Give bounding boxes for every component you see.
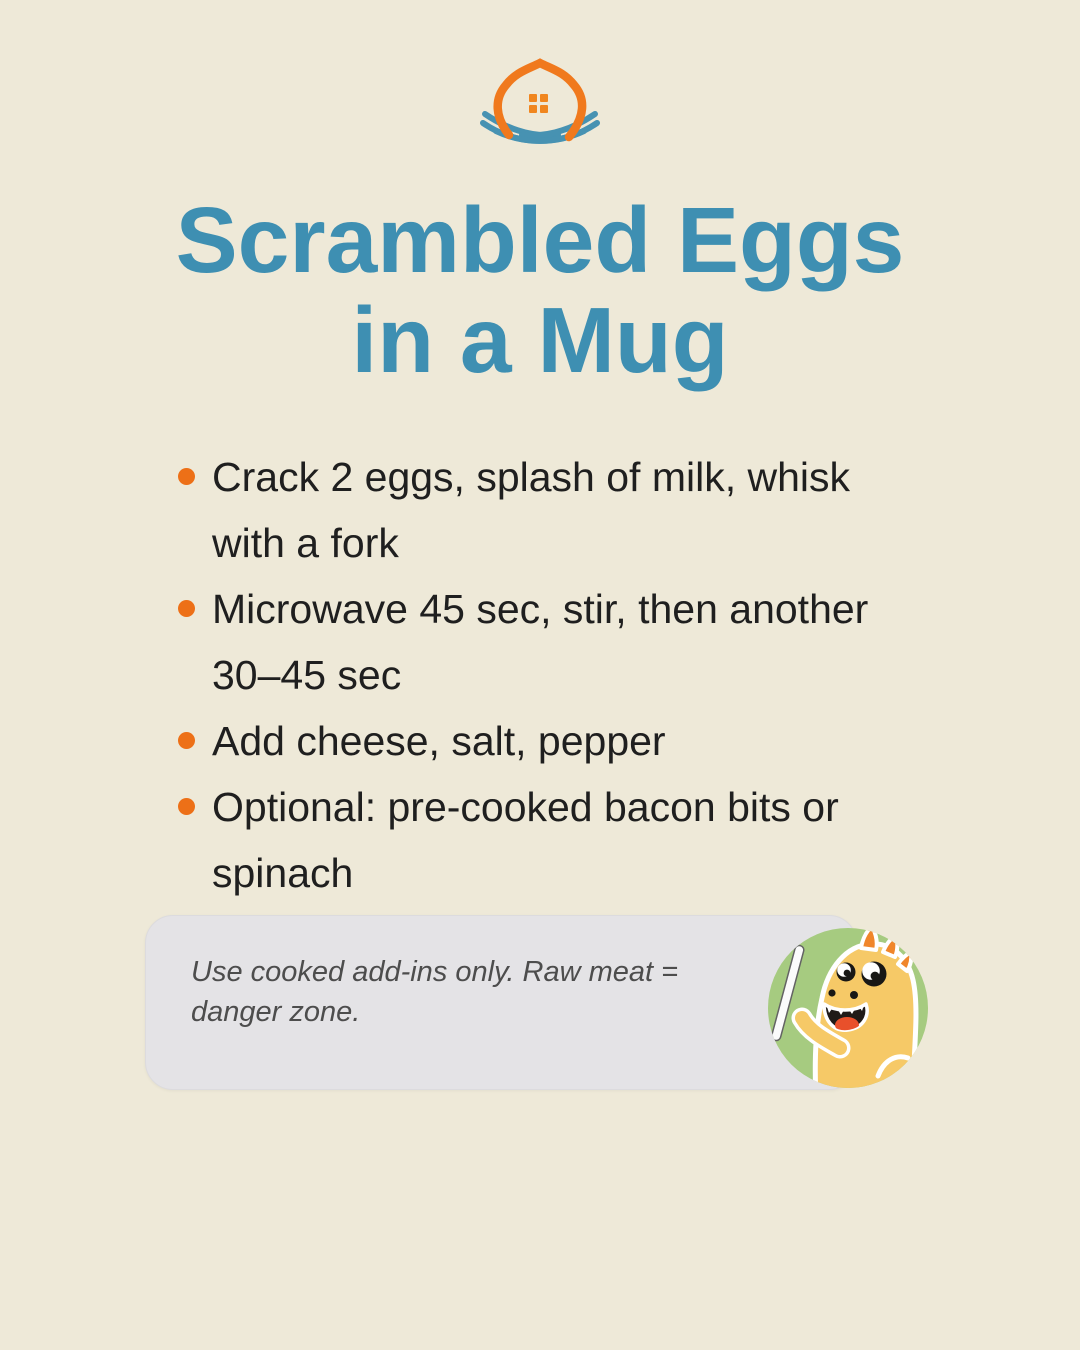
- tip-text: Use cooked add-ins only. Raw meat = danger zone.: [191, 956, 679, 1028]
- window-icon: [529, 94, 548, 113]
- title-line-2: in a Mug: [351, 288, 729, 392]
- dino-mascot: [766, 926, 930, 1090]
- nest-home-logo-svg: [480, 57, 600, 153]
- nest-home-logo: [480, 57, 600, 153]
- bullet-dot-icon: [178, 732, 195, 749]
- list-item: [178, 444, 902, 576]
- step-text: Add cheese, salt, pepper: [212, 718, 666, 764]
- list-item: [178, 774, 902, 906]
- page-title: [0, 190, 1080, 390]
- list-item: [178, 708, 902, 774]
- list-item: [178, 576, 902, 708]
- bullet-dot-icon: [178, 600, 195, 617]
- step-text: Crack 2 eggs, splash of milk, whisk with a fork: [212, 454, 851, 566]
- bullet-dot-icon: [178, 468, 195, 485]
- step-text: Optional: pre-cooked bacon bits or spinach: [212, 784, 839, 896]
- dino-freckle: [850, 991, 858, 999]
- bullet-dot-icon: [178, 798, 195, 815]
- recipe-steps-list: [178, 444, 902, 906]
- step-text: Microwave 45 sec, stir, then another 30–45 sec: [212, 586, 869, 698]
- tip-card: [145, 915, 857, 1090]
- title-line-1: Scrambled Eggs: [175, 188, 905, 292]
- dino-freckle: [828, 989, 835, 996]
- dino-mascot-svg: [766, 926, 930, 1090]
